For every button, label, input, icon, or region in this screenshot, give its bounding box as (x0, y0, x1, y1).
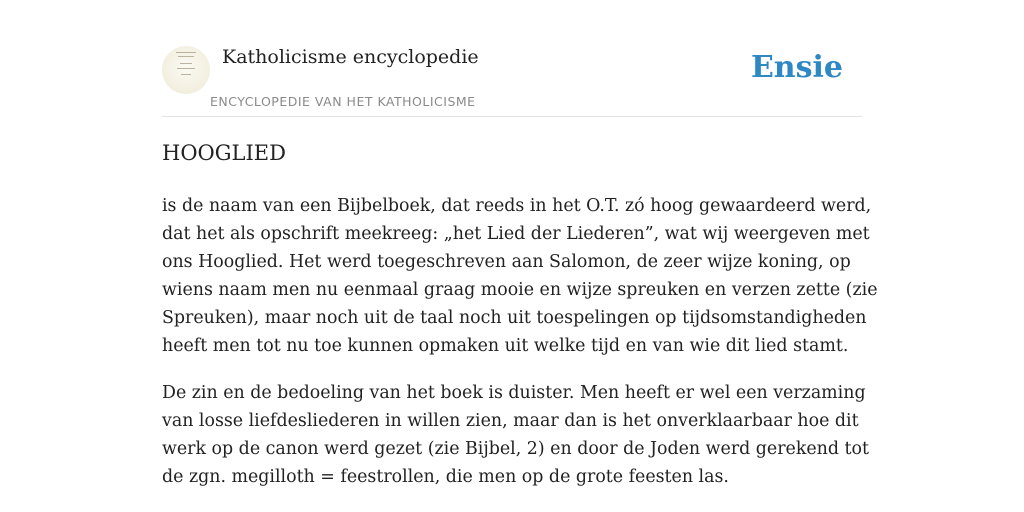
article-body (162, 192, 878, 510)
cover-decoration (178, 56, 194, 57)
cover-decoration (180, 63, 192, 64)
text-line: Spreuken), maar noch uit de taal noch uit toespelingen op tijdsomstandigheden (162, 308, 867, 328)
cover-decoration (181, 74, 191, 75)
text-line: heeft men tot nu toe kunnen opmaken uit welke tijd en van wie dit lied stamt. (162, 336, 849, 356)
text-line: de zgn. megilloth = feestrollen, die men op de grote feesten las. (162, 467, 729, 487)
encyclopedia-subtitle: ENCYCLOPEDIE VAN HET KATHOLICISME (210, 94, 476, 109)
text-line: ons Hooglied. Het werd toegeschreven aan Salomon, de zeer wijze koning, op (162, 252, 851, 272)
text-line: is de naam van een Bijbelboek, dat reeds in het O.T. zó hoog gewaardeerd werd, (162, 196, 872, 216)
article-paragraph (162, 192, 878, 360)
text-line: dat het als opschrift meekreeg: „het Lied der Liederen”, wat wij weergeven met (162, 224, 870, 244)
text-line: De zin en de bedoeling van het boek is duister. Men heeft er wel een verzaming (162, 383, 866, 403)
text-line: werk op de canon werd gezet (zie Bijbel, 2) en door de Joden werd gerekend tot (162, 439, 869, 459)
encyclopedia-header (162, 44, 862, 117)
encyclopedia-title[interactable]: Katholicisme encyclopedie (222, 46, 479, 68)
cover-decoration (177, 68, 195, 69)
cover-decoration (176, 52, 196, 53)
ensie-logo-link[interactable]: Ensie (750, 50, 843, 85)
text-line: van losse liefdesliederen in willen zien, maar dan is het onverklaarbaar hoe dit (162, 411, 859, 431)
article-headword: HOOGLIED (162, 141, 286, 165)
text-line: wiens naam men nu eenmaal graag mooie en wijze spreuken en verzen zette (zie (162, 280, 878, 300)
encyclopedia-cover-thumbnail[interactable] (162, 46, 210, 94)
article-paragraph (162, 379, 869, 491)
